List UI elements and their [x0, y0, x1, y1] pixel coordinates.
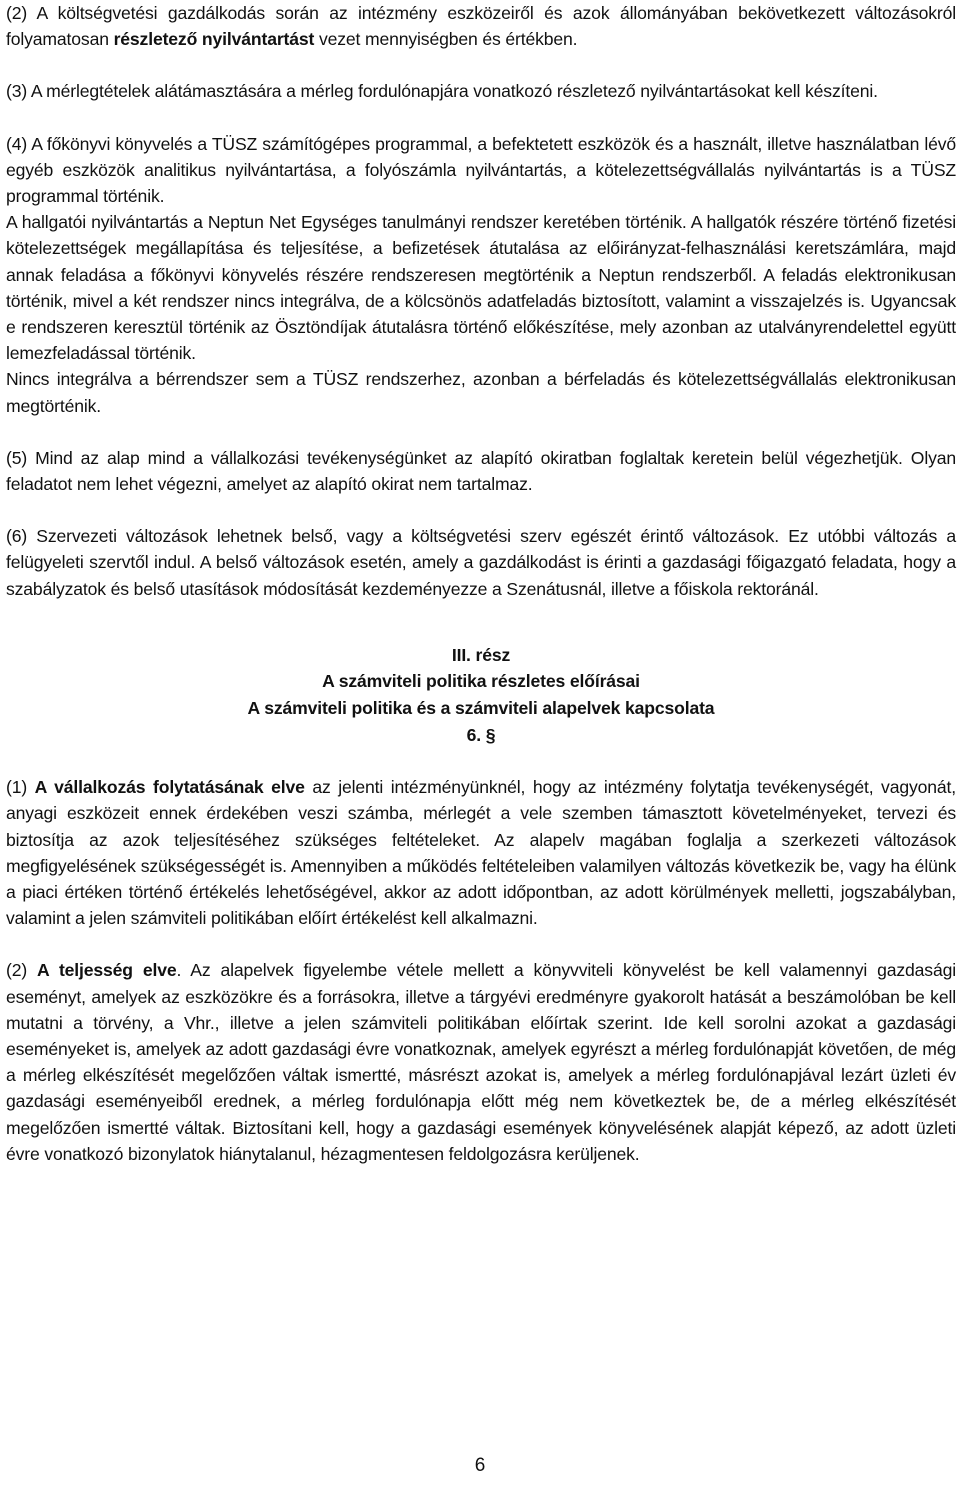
part-title: III. rész: [451, 644, 511, 665]
section-number-value: 6.: [466, 724, 481, 745]
section-number: [6, 722, 956, 749]
principle-name: A teljesség elve: [37, 960, 177, 981]
paragraph-number: (1): [6, 777, 35, 798]
paragraph-5: (5) Mind az alap mind a vállalkozási tevékenységünket az alapító okiratban foglaltak keretein belül végezhetjük. Olyan feladatot nem lehet végezni, amelyet az alapító okirat nem tartalmaz.: [6, 447, 956, 495]
emphasis-text: részletező nyilvántartást: [113, 29, 315, 50]
paragraph-2: [6, 0, 956, 52]
section6-paragraph-2: [6, 957, 956, 1167]
paragraph-text: (2) A költségvetési gazdálkodás során az intézmény eszközeiről és azok állományában bekövetkezett változásokról folyamatosan: [6, 3, 956, 50]
paragraph-3: (3) A mérlegtételek alátámasztására a mérleg fordulónapjára vonatkozó részletező nyilvántartásokat kell készíteni.: [6, 81, 878, 102]
principle-name: A vállalkozás folytatásának elve: [34, 777, 305, 798]
document-page: [6, 0, 956, 1167]
paragraph-6: (6) Szervezeti változások lehetnek belső, vagy a költségvetési szerv egészét érintő változások. Ez utóbbi változás a felügyeleti szervtől indul. A belső változások esetén, amely a gazdálkodást is érinti a gazdasági főigazgató feladata, hogy a szabályzatok és belső utasítások módosítását kezdeményezze a Szenátusnál, illetve a főiskola rektoránál.: [6, 526, 956, 599]
section-heading: [6, 642, 956, 748]
paragraph-4b: A hallgatói nyilvántartás a Neptun Net Egységes tanulmányi rendszer keretében történik. A hallgatók részére történő fizetési kötelezettségek megállapítása és teljesítése, a befizetések átutalása az előirányzat-felhasználási keretszámlára, majd annak feladása a főkönyvi könyvelés részére rendszeresen megtörténik a Neptun rendszerből. A feladás elektronikusan történik, mivel a két rendszer nincs integrálva, de a kölcsönös adatfeladás biztosított, valamint a visszajelzés is. Ugyancsak e rendszeren keresztül történik az Ösztöndíjak átutalásra történő előkészítése, mely azonban az utalványrendelettel együtt lemezfeladással történik.: [6, 212, 956, 364]
section6-paragraph-1: [6, 774, 956, 931]
paragraph-4c: Nincs integrálva a bérrendszer sem a TÜSZ rendszerhez, azonban a bérfeladás és kötelezettségvállalás elektronikusan megtörténik.: [6, 369, 956, 416]
section-sign-icon: §: [485, 724, 496, 745]
paragraph-4a: (4) A főkönyvi könyvelés a TÜSZ számítógépes programmal, a befektetett eszközök és a használt, illetve használatban lévő egyéb eszközök analitikus nyilvántartása, a folyószámla nyilvántartás, a kötelezettségvállalás nyilvántartás is a TÜSZ programmal történik.: [6, 133, 956, 207]
paragraph-text: . Az alapelvek figyelembe vétele mellett a könyvviteli könyvelést be kell valamennyi gazdasági eseményt, amelyek az eszközökre és a forrásokra, illetve a tárgyévi eredményre gyakorolt hatását a beszámolóban be kell mutatni a törvény, a Vhr., illetve a jelen számviteli politikában előírtak szerint. Ide kell sorolni azokat a gazdasági eseményeket is, amelyek az adott gazdasági évre vonatkoznak, amelyek egyrészt a mérleg fordulónapját követően, de még a mérleg elkészítését megelőzően váltak ismertté, másrészt azokat is, amelyek a mérleg fordulónapjával lezárt üzleti év gazdasági eseményeiből erednek, a mérleg fordulónapja előtt még nem következtek be, de a mérleg elkészítését megelőzően ismertté váltak. Biztosítani kell, hogy a gazdasági események könyvelésének alapját képező, az adott üzleti évre vonatkozó bizonylatok hiánytalanul, hézagmentesen feldolgozásra kerüljenek.: [6, 960, 956, 1164]
paragraph-text: vezet mennyiségben és értékben.: [314, 29, 578, 50]
paragraph-number: (2): [6, 960, 38, 981]
chapter-subtitle: A számviteli politika és a számviteli alapelvek kapcsolata: [247, 698, 715, 719]
paragraph-text: az jelenti intézményünknél, hogy az intézmény folytatja tevékenységét, vagyonát, anyagi eszközeit ennek érdekében veszi számba, mérlegét a vele szemben támasztott követelményeket, tervezi és biztosítja az azok teljesítéséhez szükséges feltételeket. Az alapelv magában foglalja a szerkezeti változások megfigyelésének szükségességét is. Amennyiben a működés feltételeiben valamilyen változás következik be, vagy ha élünk a piaci értéken történő értékelés lehetőségével, akkor az adott időpontban, az adott körülmények melletti, jogszabályban, valamint a jelen számviteli politikában előírt értékelést kell alkalmazni.: [6, 777, 956, 929]
page-number: 6: [474, 1455, 486, 1476]
chapter-title: A számviteli politika részletes előírásai: [322, 671, 640, 692]
